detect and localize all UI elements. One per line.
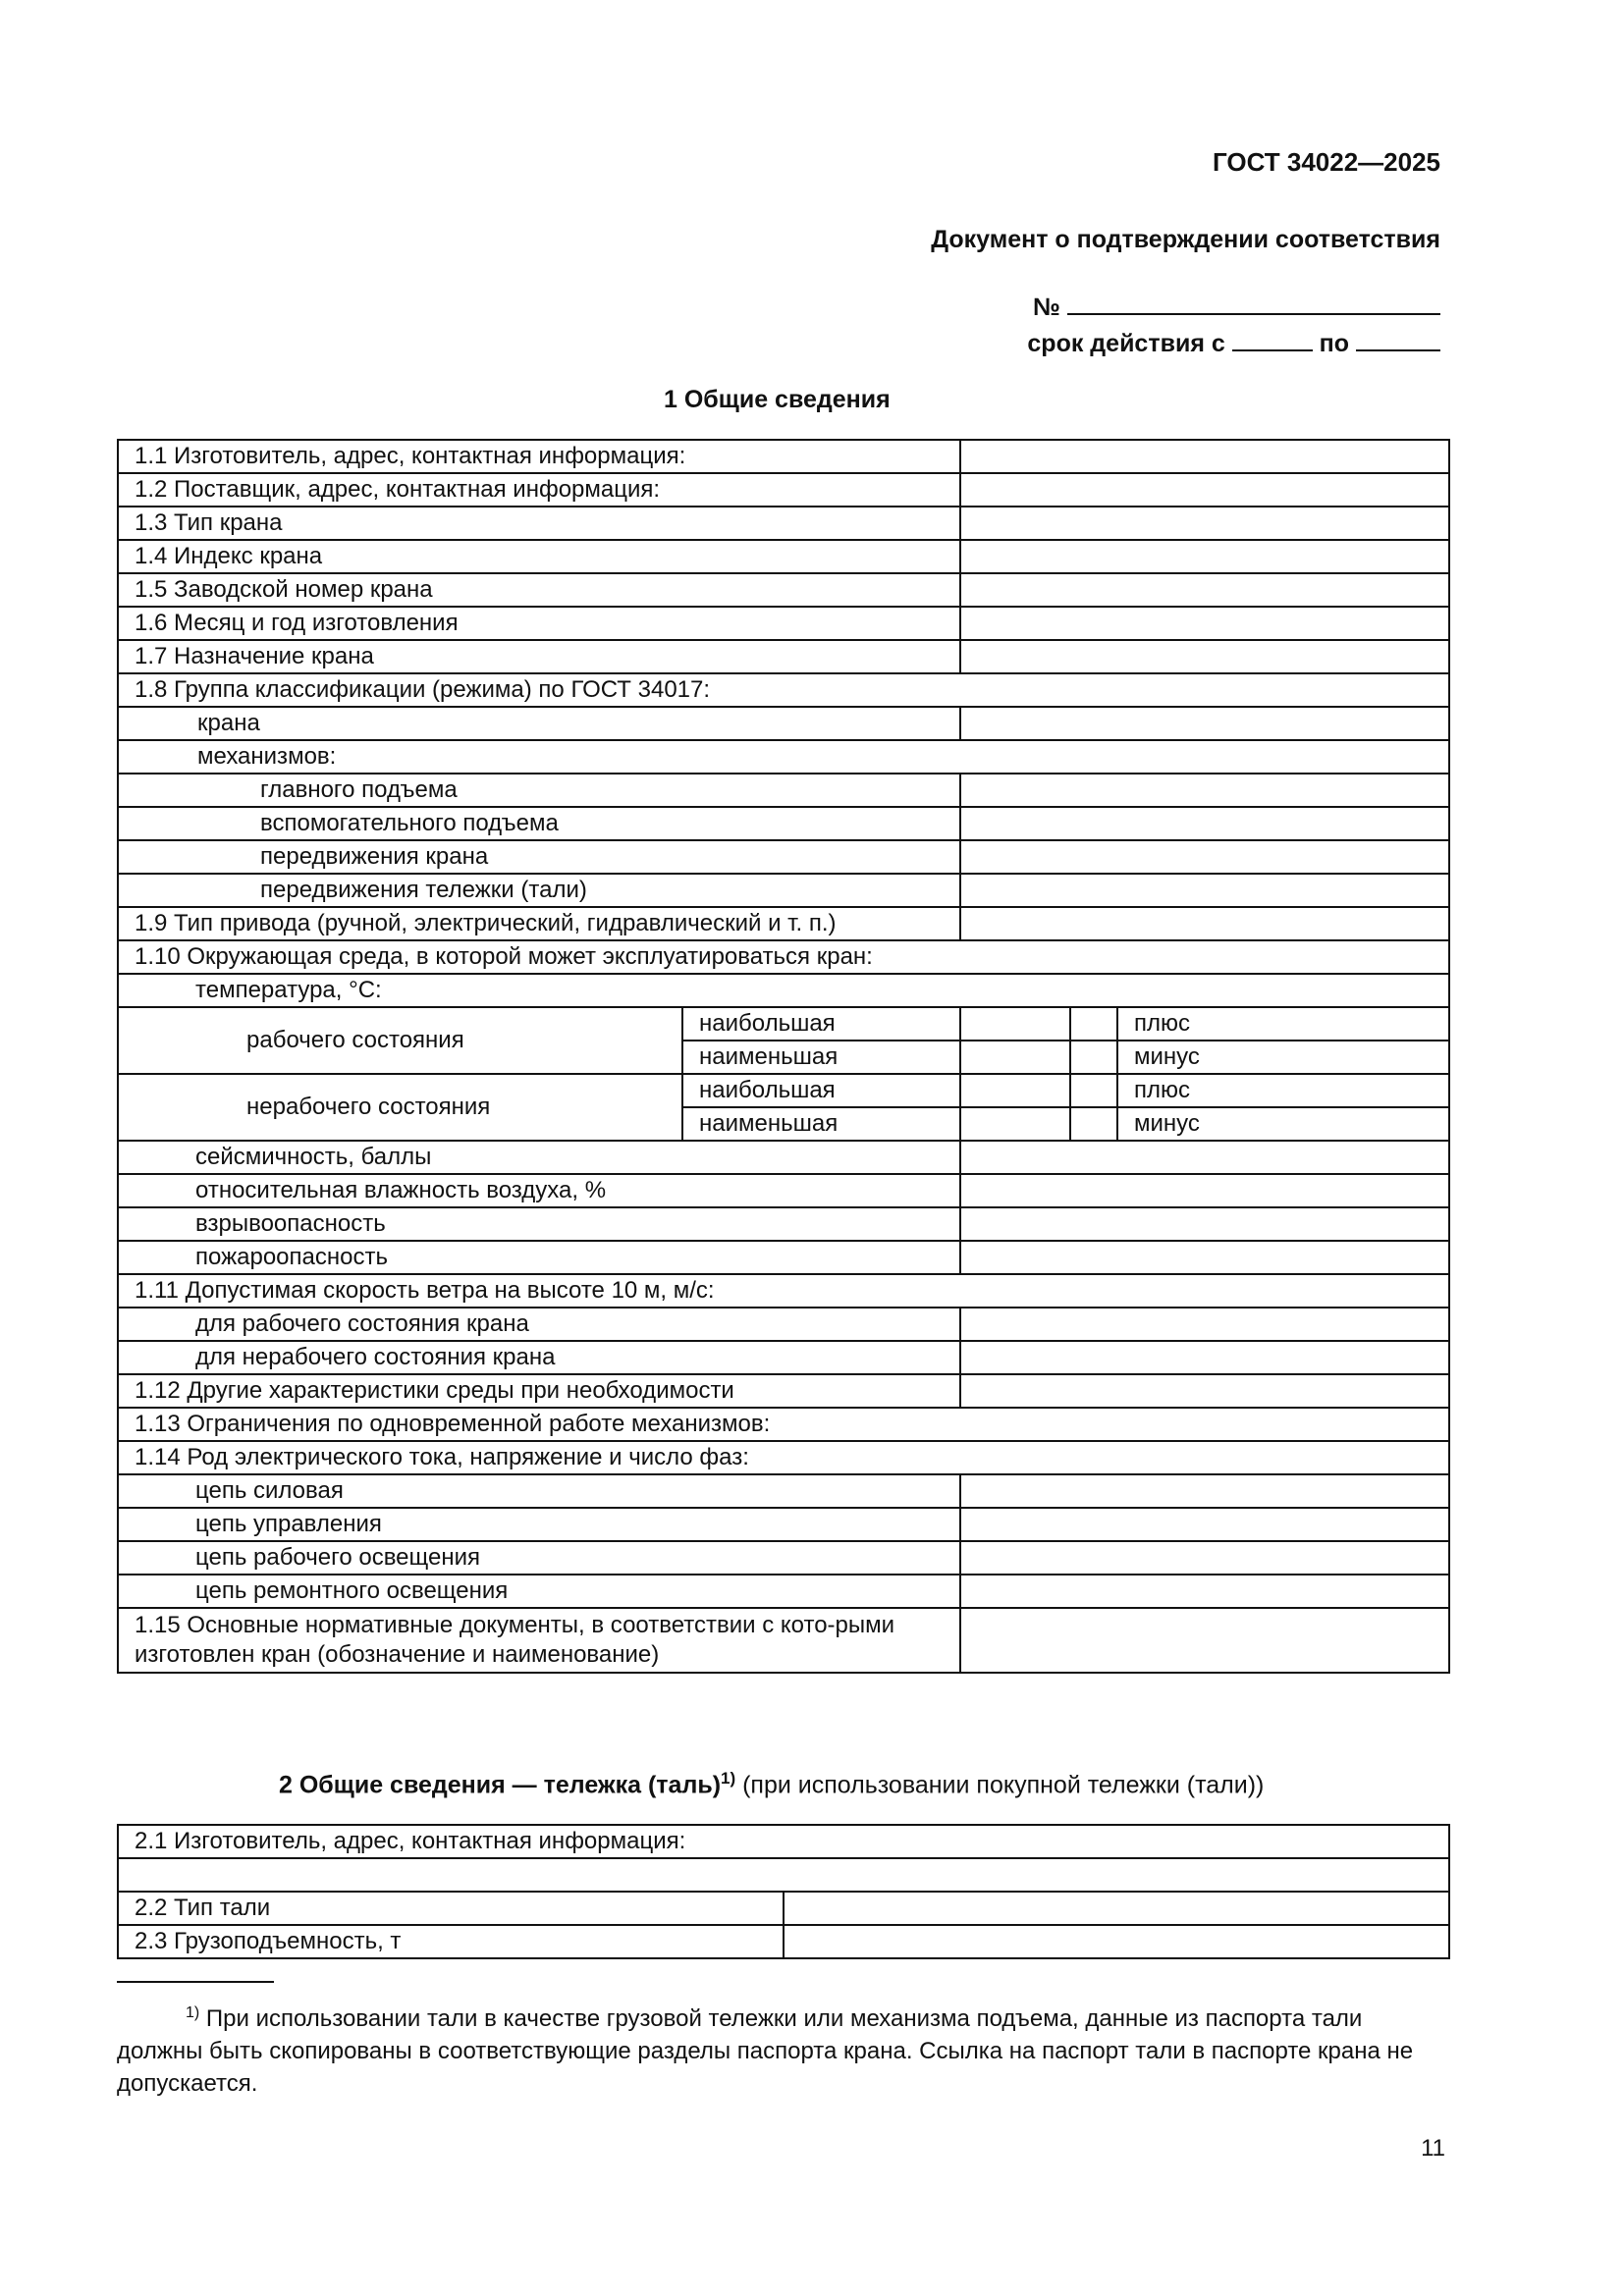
row-label: передвижения тележки (тали): [118, 874, 960, 907]
plus-label: плюс: [1117, 1074, 1449, 1107]
row-label: передвижения крана: [118, 840, 960, 874]
section2-title-note: (при использовании покупной тележки (тали)): [735, 1771, 1265, 1799]
value-cell[interactable]: [960, 774, 1449, 807]
row-label: 1.13 Ограничения по одновременной работе механизмов:: [118, 1408, 1449, 1441]
table-row: [118, 1308, 1449, 1341]
row-label: 1.14 Род электрического тока, напряжение и число фаз:: [118, 1441, 1449, 1474]
row-label: вспомогательного подъема: [118, 807, 960, 840]
table-row: [118, 740, 1449, 774]
section1-title: 1 Общие сведения: [664, 386, 891, 413]
table-row: [118, 807, 1449, 840]
value-cell[interactable]: [960, 607, 1449, 640]
row-label: 1.3 Тип крана: [118, 507, 960, 540]
value-cell[interactable]: [960, 907, 1449, 940]
table-row: [118, 774, 1449, 807]
row-label: цепь управления: [118, 1508, 960, 1541]
value-cell[interactable]: [960, 1074, 1070, 1107]
row-label: для нерабочего состояния крана: [118, 1341, 960, 1374]
row-label: для рабочего состояния крана: [118, 1308, 960, 1341]
value-cell[interactable]: [960, 1575, 1449, 1608]
value-cell[interactable]: [960, 1541, 1449, 1575]
row-label: 1.4 Индекс крана: [118, 540, 960, 573]
value-cell[interactable]: [960, 1308, 1449, 1341]
table-row: [118, 874, 1449, 907]
plus-label: плюс: [1117, 1007, 1449, 1041]
table-row: [118, 1374, 1449, 1408]
table-row: [118, 673, 1449, 707]
table-row: [118, 1174, 1449, 1207]
section2-title: [279, 1769, 1264, 1799]
row-label: цепь ремонтного освещения: [118, 1575, 960, 1608]
row-label: температура, °С:: [118, 974, 1449, 1007]
document-number-line: [1033, 292, 1440, 322]
row-label: сейсмичность, баллы: [118, 1141, 960, 1174]
footnote: [117, 1997, 1448, 2100]
row-label: крана: [118, 707, 960, 740]
number-label: №: [1033, 294, 1061, 321]
standard-designation: ГОСТ 34022—2025: [1213, 147, 1440, 177]
table-row: [118, 1575, 1449, 1608]
value-cell[interactable]: [960, 840, 1449, 874]
row-label: 2.3 Грузоподъемность, т: [118, 1925, 784, 1958]
table-row: [118, 940, 1449, 974]
row-label: 2.2 Тип тали: [118, 1892, 784, 1925]
table-row: [118, 507, 1449, 540]
row-label: цепь рабочего освещения: [118, 1541, 960, 1575]
table-row: [118, 1925, 1449, 1958]
value-cell[interactable]: [960, 540, 1449, 573]
footnote-marker: 1): [186, 2004, 200, 2021]
value-cell[interactable]: [960, 1474, 1449, 1508]
row-label: 2.1 Изготовитель, адрес, контактная информация:: [118, 1825, 1449, 1858]
value-cell[interactable]: [1070, 1041, 1117, 1074]
table-row: [118, 1825, 1449, 1858]
row-label: 1.11 Допустимая скорость ветра на высоте 10 м, м/с:: [118, 1274, 1449, 1308]
validity-line: [1027, 328, 1440, 358]
table-row: [118, 1508, 1449, 1541]
value-cell[interactable]: [960, 473, 1449, 507]
table-row: [118, 1341, 1449, 1374]
row-label: цепь силовая: [118, 1474, 960, 1508]
min-label: наименьшая: [682, 1041, 960, 1074]
value-cell[interactable]: [960, 1207, 1449, 1241]
minus-label: минус: [1117, 1107, 1449, 1141]
table-row: [118, 573, 1449, 607]
section2-title-main: 2 Общие сведения — тележка (таль): [279, 1771, 722, 1799]
value-cell[interactable]: [960, 1174, 1449, 1207]
value-cell[interactable]: [960, 1241, 1449, 1274]
general-info-table: [117, 439, 1450, 1674]
row-label: 1.9 Тип привода (ручной, электрический, гидравлический и т. п.): [118, 907, 960, 940]
value-cell[interactable]: [118, 1858, 1449, 1892]
validity-label: срок действия с: [1027, 330, 1225, 357]
value-cell[interactable]: [960, 1374, 1449, 1408]
validity-to-label: по: [1319, 330, 1350, 357]
table-row: [118, 1474, 1449, 1508]
row-label: пожароопасность: [118, 1241, 960, 1274]
max-label: наибольшая: [682, 1007, 960, 1041]
footnote-text: При использовании тали в качестве грузовой тележки или механизма подъема, данные из паспорта тали должны быть скопированы в соответствующие разделы паспорта крана. Ссылка на паспорт тали в паспорте крана не допускается.: [117, 2005, 1414, 2097]
table-row: [118, 540, 1449, 573]
value-cell[interactable]: [960, 1141, 1449, 1174]
value-cell[interactable]: [1070, 1007, 1117, 1041]
table-row: [118, 1541, 1449, 1575]
table-row: [118, 907, 1449, 940]
row-label: 1.6 Месяц и год изготовления: [118, 607, 960, 640]
page-number: 11: [1421, 2135, 1445, 2162]
value-cell[interactable]: [1070, 1107, 1117, 1141]
row-label: 1.1 Изготовитель, адрес, контактная информация:: [118, 440, 960, 473]
table-row: [118, 1441, 1449, 1474]
trolley-info-table: [117, 1824, 1450, 1959]
table-row: [118, 473, 1449, 507]
value-cell[interactable]: [960, 1508, 1449, 1541]
value-cell[interactable]: [960, 573, 1449, 607]
value-cell[interactable]: [960, 507, 1449, 540]
table-row: [118, 1892, 1449, 1925]
table-row: [118, 1207, 1449, 1241]
table-row: [118, 1007, 1449, 1041]
row-label: 1.5 Заводской номер крана: [118, 573, 960, 607]
row-label: взрывоопасность: [118, 1207, 960, 1241]
max-label: наибольшая: [682, 1074, 960, 1107]
validity-to-blank: [1356, 328, 1440, 351]
row-label: механизмов:: [118, 740, 1449, 774]
value-cell[interactable]: [960, 1107, 1070, 1141]
table-row: [118, 974, 1449, 1007]
value-cell[interactable]: [1070, 1074, 1117, 1107]
row-label: 1.7 Назначение крана: [118, 640, 960, 673]
table-row: [118, 1241, 1449, 1274]
document-title: Документ о подтверждении соответствия: [931, 226, 1440, 253]
table-row: [118, 840, 1449, 874]
table-row: [118, 1858, 1449, 1892]
value-cell[interactable]: [960, 874, 1449, 907]
value-cell[interactable]: [960, 1608, 1449, 1673]
value-cell[interactable]: [960, 1041, 1070, 1074]
table-row: [118, 1074, 1449, 1107]
row-label: главного подъема: [118, 774, 960, 807]
number-blank: [1067, 292, 1440, 315]
table-row: [118, 640, 1449, 673]
value-cell[interactable]: [960, 707, 1449, 740]
table-row: [118, 607, 1449, 640]
value-cell[interactable]: [960, 1007, 1070, 1041]
row-label: нерабочего состояния: [118, 1074, 682, 1141]
minus-label: минус: [1117, 1041, 1449, 1074]
value-cell[interactable]: [784, 1925, 1449, 1958]
table-row: [118, 1141, 1449, 1174]
table-row: [118, 1608, 1449, 1673]
row-label: 1.15 Основные нормативные документы, в соответствии с кото-рыми изготовлен кран (обозначение и наименование): [118, 1608, 960, 1673]
table-row: [118, 440, 1449, 473]
row-label: 1.2 Поставщик, адрес, контактная информация:: [118, 473, 960, 507]
row-label: 1.12 Другие характеристики среды при необходимости: [118, 1374, 960, 1408]
min-label: наименьшая: [682, 1107, 960, 1141]
row-label: 1.10 Окружающая среда, в которой может эксплуатироваться кран:: [118, 940, 1449, 974]
footnote-ref: 1): [721, 1769, 736, 1788]
table-row: [118, 707, 1449, 740]
value-cell[interactable]: [960, 1341, 1449, 1374]
value-cell[interactable]: [960, 440, 1449, 473]
table-row: [118, 1408, 1449, 1441]
value-cell[interactable]: [960, 640, 1449, 673]
value-cell[interactable]: [784, 1892, 1449, 1925]
value-cell[interactable]: [960, 807, 1449, 840]
table-row: [118, 1274, 1449, 1308]
row-label: рабочего состояния: [118, 1007, 682, 1074]
row-label: 1.8 Группа классификации (режима) по ГОСТ 34017:: [118, 673, 1449, 707]
footnote-rule: [117, 1981, 274, 1983]
validity-from-blank: [1232, 328, 1313, 351]
row-label: относительная влажность воздуха, %: [118, 1174, 960, 1207]
